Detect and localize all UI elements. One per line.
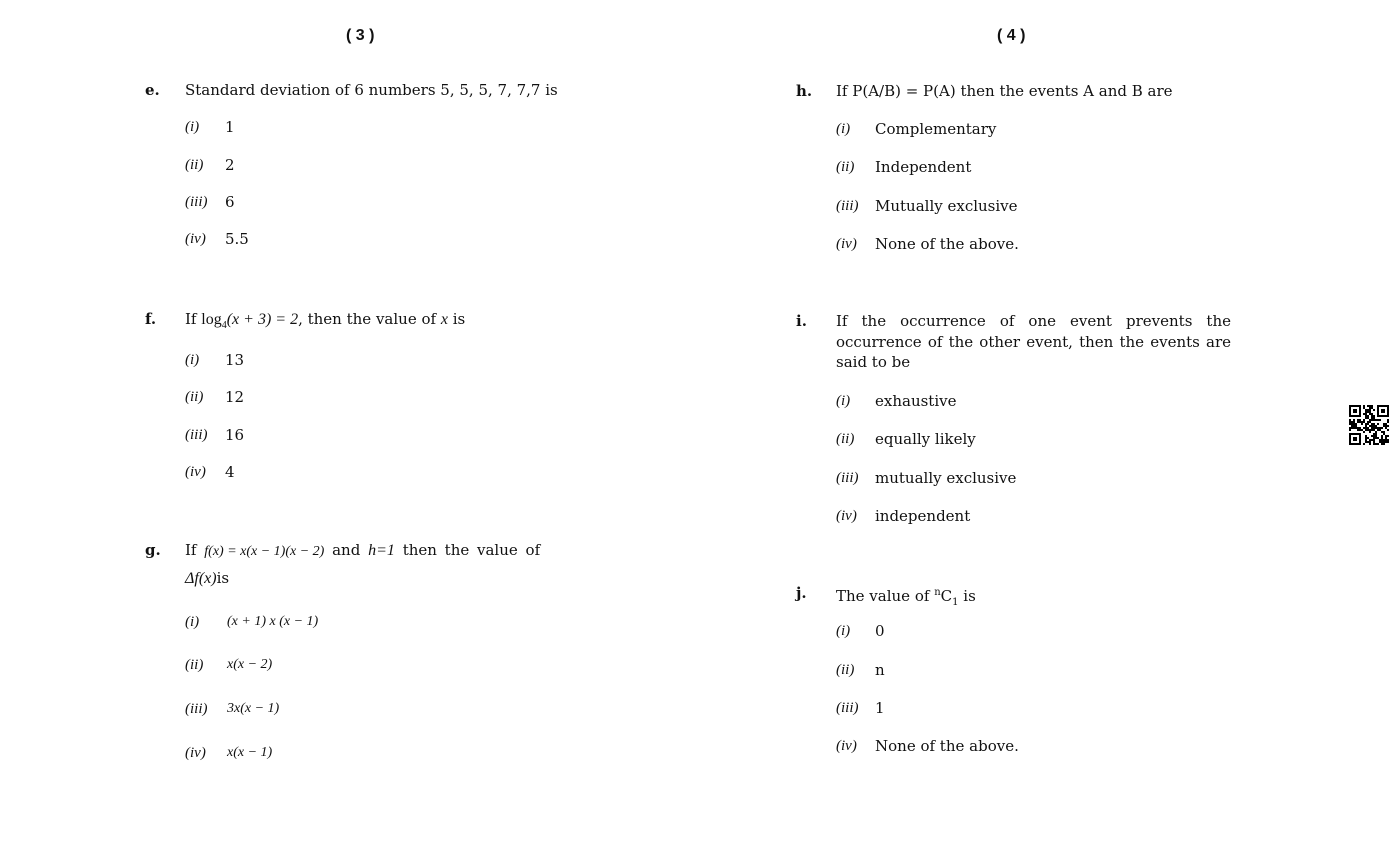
question-label-e: e. (145, 81, 160, 99)
option-text: None of the above. (875, 737, 1019, 755)
function-expr: f(x) = x(x − 1)(x − 2) (204, 544, 325, 559)
option-text: (x + 1) x (x − 1) (227, 614, 319, 629)
question-text-j (836, 583, 976, 613)
question-label-f: f. (145, 310, 157, 328)
option-text: 1 (875, 699, 885, 717)
option-number: (iv) (836, 738, 857, 754)
question-text-g-line2 (185, 568, 229, 589)
option-text: x(x − 1) (227, 745, 273, 760)
option-text: 13 (225, 351, 245, 369)
question-label-i: i. (796, 312, 807, 330)
log-base: 4 (221, 320, 227, 331)
text: and (332, 541, 361, 559)
combination-symbol: C (940, 587, 953, 605)
question-text-g (185, 540, 540, 562)
option-text: Mutually exclusive (875, 197, 1018, 215)
option-number: (iii) (185, 194, 208, 210)
option-text: 4 (225, 463, 235, 481)
log: log (201, 311, 222, 328)
option-number: (iv) (836, 236, 857, 252)
page-number-left: ( 3 ) (346, 27, 375, 44)
question-label-j: j. (796, 584, 807, 602)
option-text: 12 (225, 388, 245, 406)
superscript: n (934, 587, 941, 598)
text: The value of (836, 587, 930, 605)
option-text: 16 (225, 426, 245, 444)
question-text-f (185, 309, 465, 336)
option-text: 6 (225, 193, 235, 211)
option-text: equally likely (875, 430, 976, 448)
question-label-g: g. (145, 541, 161, 559)
option-number: (ii) (185, 157, 204, 173)
option-text: mutually exclusive (875, 469, 1017, 487)
text: is (452, 310, 466, 328)
option-number: (ii) (185, 657, 204, 673)
text: is (963, 587, 976, 605)
option-number: (iv) (836, 508, 857, 524)
option-number: (i) (836, 393, 851, 409)
question-text-e: Standard deviation of 6 numbers 5, 5, 5, 7, 7,7 is (185, 81, 558, 99)
option-number: (ii) (836, 662, 855, 678)
option-text: x(x − 2) (227, 657, 273, 672)
expr: (x + 3) = 2 (226, 311, 299, 328)
option-text: 2 (225, 156, 235, 174)
option-number: (iii) (836, 198, 859, 214)
option-text: None of the above. (875, 235, 1019, 253)
option-number: (ii) (836, 431, 855, 447)
question-text-i: If the occurrence of one event prevents the occurrence of the other event, then the events are said to be (836, 312, 1231, 371)
option-number: (iv) (185, 231, 206, 247)
option-number: (iii) (185, 427, 208, 443)
text: If (185, 310, 197, 328)
option-text: independent (875, 507, 971, 525)
qr-code-icon (1349, 405, 1389, 445)
option-number: (ii) (185, 389, 204, 405)
option-number: (iii) (836, 470, 859, 486)
option-text: Independent (875, 158, 972, 176)
text: , then the value of (298, 310, 437, 328)
option-number: (iii) (836, 700, 859, 716)
option-number: (ii) (836, 159, 855, 175)
option-text: Complementary (875, 120, 997, 138)
text: then the value of (402, 541, 541, 559)
page-number-right: ( 4 ) (997, 27, 1026, 44)
option-text: 5.5 (225, 230, 249, 248)
var-x: x (440, 311, 448, 328)
option-number: (iv) (185, 464, 206, 480)
option-text: 1 (225, 118, 235, 136)
option-number: (iv) (185, 745, 206, 761)
option-number: (i) (185, 614, 200, 630)
option-text: 0 (875, 622, 885, 640)
option-text: n (875, 661, 885, 679)
option-number: (i) (185, 119, 200, 135)
option-text: exhaustive (875, 392, 957, 410)
option-text: 3x(x − 1) (227, 701, 280, 716)
question-label-h: h. (796, 82, 813, 100)
delta-expr: Δf(x) (185, 570, 217, 587)
option-number: (i) (185, 352, 200, 368)
option-number: (i) (836, 121, 851, 137)
text: If (185, 541, 197, 559)
text: is (216, 569, 230, 587)
question-text-h: If P(A/B) = P(A) then the events A and B are (836, 82, 1173, 100)
option-number: (i) (836, 623, 851, 639)
subscript: 1 (952, 597, 959, 608)
h-value: h=1 (368, 542, 395, 559)
option-number: (iii) (185, 701, 208, 717)
